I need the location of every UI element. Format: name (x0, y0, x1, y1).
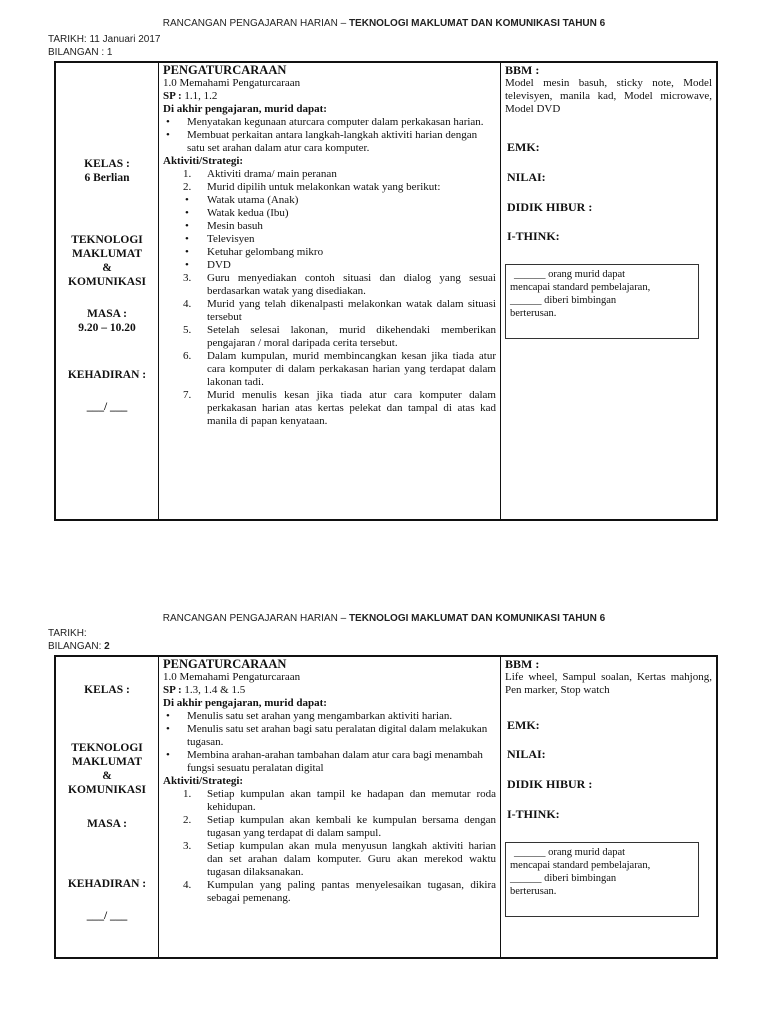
character-list (163, 194, 496, 272)
sp-value: 1.3, 1.4 & 1.5 (181, 684, 246, 696)
list-item (163, 840, 496, 879)
sp-label: SP : (163, 90, 182, 102)
item-number: 1. (183, 168, 192, 180)
list-item: • Menyatakan kegunaan aturcara computer dalam perkakasan harian. (163, 116, 496, 129)
nilai-label: NILAI: (507, 170, 546, 184)
subtopic: 1.0 Memahami Pengaturcaraan (163, 77, 301, 89)
plan-1-content-column (159, 62, 501, 520)
list-item (163, 324, 496, 350)
subject-line: & (102, 262, 112, 274)
plan-2-table (54, 655, 718, 959)
plan-2-resources-column (501, 656, 718, 958)
bilangan-value: 2 (104, 641, 110, 652)
item-text: Setelah selesai lakonan, murid dikehendaki memberikan pengajaran / moral daripada cerita tersebut. (207, 324, 496, 349)
item-text: Murid yang telah dikenalpasti melakonkan watak dalam situasi tersebut (207, 298, 496, 323)
subject-line: KOMUNIKASI (68, 276, 146, 288)
list-item (163, 788, 496, 814)
list-item (163, 350, 496, 389)
list-item: • DVD (163, 259, 496, 272)
list-item: • Ketuhar gelombang mikro (163, 246, 496, 259)
plan-2-title (0, 613, 768, 624)
activity-list (163, 168, 496, 194)
item-text: Murid dipilih untuk melakonkan watak yang berikut: (207, 181, 441, 193)
list-item (163, 298, 496, 324)
sp-value: 1.1, 1.2 (181, 90, 218, 102)
bbm-label: BBM : (505, 63, 540, 77)
didik-hibur-label: DIDIK HIBUR : (507, 200, 593, 214)
item-number: 5. (183, 324, 192, 336)
activity-list (163, 788, 496, 905)
list-item: • Watak utama (Anak) (163, 194, 496, 207)
didik-hibur-label: DIDIK HIBUR : (507, 777, 593, 791)
activity-heading: Aktiviti/Strategi: (163, 775, 244, 787)
item-text: Setiap kumpulan akan kembali ke kumpulan bersama dengan tugasan yang terdapat di dalam sampul. (207, 814, 496, 839)
list-item: • Menulis satu set arahan bagi satu peralatan digital dalam melakukan tugasan. (163, 723, 496, 749)
list-item: • Membuat perkaitan antara langkah-langkah aktiviti harian dengan satu set arahan dalam atur cara komputer. (163, 129, 496, 155)
emk-label: EMK: (507, 140, 540, 154)
item-number: 4. (183, 879, 192, 891)
item-number: 1. (183, 788, 192, 800)
masa-label: MASA : (87, 818, 127, 830)
bbm-label: BBM : (505, 657, 540, 671)
box-line: berterusan. (510, 886, 557, 897)
subject-line: & (102, 770, 112, 782)
item-number: 6. (183, 350, 192, 362)
kelas-block (56, 157, 158, 185)
plan-2-left-column (55, 656, 159, 958)
subject-line: TEKNOLOGI (71, 742, 143, 754)
plan-1-title (0, 18, 768, 29)
list-item: • Menulis satu set arahan yang mengambarkan aktiviti harian. (163, 710, 496, 723)
kelas-label: KELAS : (84, 158, 130, 170)
activity-list (163, 272, 496, 428)
kehadiran-label: KEHADIRAN : (67, 369, 147, 381)
kehadiran-block (56, 877, 158, 923)
topic-title: PENGATURCARAAN (163, 657, 287, 671)
masa-label: MASA : (87, 308, 127, 320)
sp-label: SP : (163, 684, 182, 696)
item-number: 4. (183, 298, 192, 310)
subject-line: KOMUNIKASI (68, 784, 146, 796)
subtopic: 1.0 Memahami Pengaturcaraan (163, 671, 301, 683)
list-item (163, 272, 496, 298)
box-line: mencapai standard pembelajaran, (510, 860, 651, 871)
box-line: ______ orang murid dapat (514, 269, 626, 280)
i-think-label: I-THINK: (507, 229, 560, 243)
box-line: ______ diberi bimbingan (510, 873, 617, 884)
list-item: • Membina arahan-arahan tambahan dalam atur cara bagi menambah fungsi sesuatu peralatan digital (163, 749, 496, 775)
box-line: ______ orang murid dapat (514, 847, 626, 858)
plan-1-left-column (55, 62, 159, 520)
list-item (163, 181, 496, 194)
box-line: berterusan. (510, 308, 557, 319)
plan-2-content-column (159, 656, 501, 958)
bbm-text: Life wheel, Sampul soalan, Kertas mahjong, Pen marker, Stop watch (505, 671, 712, 696)
item-text: Setiap kumpulan akan tampil ke hadapan dan memutar roda kehidupan. (207, 788, 496, 813)
sp-line (163, 90, 496, 103)
list-item (163, 168, 496, 181)
box-line: mencapai standard pembelajaran, (510, 282, 651, 293)
list-item: • Mesin basuh (163, 220, 496, 233)
list-item (163, 879, 496, 905)
title-subject: TEKNOLOGI MAKLUMAT DAN KOMUNIKASI TAHUN 6 (348, 613, 606, 624)
subject-line: MAKLUMAT (71, 248, 143, 260)
item-number: 2. (183, 814, 192, 826)
plan-1-tarikh: TARIKH: 11 Januari 2017 (48, 34, 161, 45)
plan-2-tarikh: TARIKH: (48, 628, 87, 639)
item-text: Dalam kumpulan, murid membincangkan kesan jika tiada atur cara komputer di dalam perkakasan harian yang terdapat dalam lakonan tadi. (207, 350, 496, 388)
topic-title: PENGATURCARAAN (163, 63, 287, 77)
subject-line: TEKNOLOGI (71, 234, 143, 246)
bilangan-label: BILANGAN: (48, 641, 105, 652)
objective-list (163, 710, 496, 775)
title-prefix: RANCANGAN PENGAJARAN HARIAN – (162, 613, 349, 624)
nilai-label: NILAI: (507, 747, 546, 761)
kelas-block (56, 683, 158, 697)
plan-1-resources-column (501, 62, 718, 520)
subject-block (56, 741, 158, 797)
plan-1-table (54, 61, 718, 521)
subject-line: MAKLUMAT (71, 756, 143, 768)
subject-block (56, 233, 158, 289)
masa-value: 9.20 – 10.20 (78, 322, 136, 334)
kelas-label: KELAS : (84, 684, 130, 696)
kehadiran-value: ___/ ___ (86, 910, 128, 922)
plan-1-bilangan: BILANGAN : 1 (48, 47, 113, 58)
item-text: Guru menyediakan contoh situasi dan dialog yang sesuai berdasarkan watak yang disediakan. (207, 272, 496, 297)
i-think-label: I-THINK: (507, 807, 560, 821)
activity-heading: Aktiviti/Strategi: (163, 155, 244, 167)
masa-block (56, 817, 158, 831)
objective-list (163, 116, 496, 155)
emk-label: EMK: (507, 718, 540, 732)
objective-heading: Di akhir pengajaran, murid dapat: (163, 103, 327, 115)
kehadiran-block (56, 368, 158, 414)
kehadiran-value: ___/ ___ (86, 401, 128, 413)
item-text: Kumpulan yang paling pantas menyelesaikan tugasan, dikira sebagai pemenang. (207, 879, 496, 904)
item-text: Aktiviti drama/ main peranan (207, 168, 337, 180)
list-item (163, 814, 496, 840)
kehadiran-label: KEHADIRAN : (67, 878, 147, 890)
plan-2-bilangan (48, 641, 110, 653)
achievement-box (505, 842, 699, 917)
box-line: ______ diberi bimbingan (510, 295, 617, 306)
objective-heading: Di akhir pengajaran, murid dapat: (163, 697, 327, 709)
item-text: Setiap kumpulan akan mula menyusun langkah aktiviti harian dan set arahan dalam komputer. Guru akan merekod waktu tugasan dilaksanakan. (207, 840, 496, 878)
bbm-text: Model mesin basuh, sticky note, Model televisyen, manila kad, Model microwave, Model DVD (505, 77, 712, 115)
item-number: 2. (183, 181, 192, 193)
title-subject: TEKNOLOGI MAKLUMAT DAN KOMUNIKASI TAHUN 6 (348, 18, 606, 29)
list-item: • Watak kedua (Ibu) (163, 207, 496, 220)
list-item: • Televisyen (163, 233, 496, 246)
item-number: 7. (183, 389, 192, 401)
achievement-box (505, 264, 699, 339)
masa-block (56, 307, 158, 335)
item-number: 3. (183, 840, 192, 852)
kelas-value: 6 Berlian (84, 172, 130, 184)
list-item (163, 389, 496, 428)
item-number: 3. (183, 272, 192, 284)
item-text: Murid menulis kesan jika tiada atur cara komputer dalam perkakasan harian atas kertas pelekat dan tampal di atas kad manila di papan kenyataan. (207, 389, 496, 427)
sp-line (163, 684, 496, 697)
title-prefix: RANCANGAN PENGAJARAN HARIAN – (162, 18, 349, 29)
